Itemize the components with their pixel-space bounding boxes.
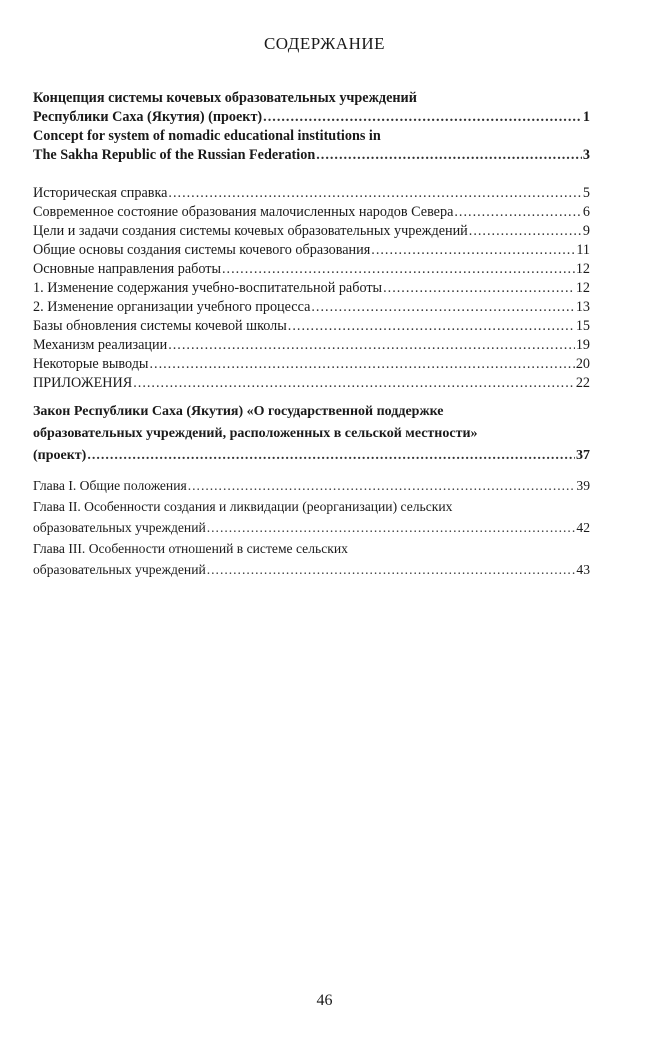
toc-entry [33,355,590,374]
toc-entry [33,279,590,298]
toc-entry [33,260,590,279]
dot-leader [168,184,581,203]
dot-leader [454,203,582,222]
page-title: СОДЕРЖАНИЕ [263,34,386,53]
toc-entry-page: 37 [576,448,590,463]
toc-entry [33,298,590,317]
toc-entry [33,336,590,355]
dot-leader [188,475,576,496]
toc-entry-title: The Sakha Republic of the Russian Federation [33,147,316,163]
dot-leader [316,146,582,165]
toc-entry [33,559,590,580]
toc-entry-title: Республики Саха (Якутия) (проект) [33,109,263,125]
toc-entry-title: Базы обновления системы кочевой школы [33,318,287,334]
toc-entry-page: 19 [575,337,590,353]
toc-entry-page: 13 [575,299,590,315]
dot-leader [207,517,576,538]
toc-entry [33,317,590,336]
dot-leader [207,559,576,580]
toc-entry-line: Закон Республики Саха (Якутия) «О государственной поддержке [33,404,444,419]
dot-leader [168,336,575,355]
toc-entry-title: Современное состояние образования малочисленных народов Севера [33,204,454,220]
dot-leader [311,298,574,317]
toc-entry-title: 2. Изменение организации учебного процесса [33,299,311,315]
toc-entry [33,203,590,222]
toc-entry-page: 42 [576,520,590,535]
toc-entry-page: 15 [575,318,590,334]
toc-entry-page: 22 [575,375,590,391]
toc-section-law-chapters [33,475,590,580]
dot-leader [222,260,575,279]
toc-entry-title: ПРИЛОЖЕНИЯ [33,375,133,391]
toc-entry-title: образовательных учреждений [33,562,206,577]
toc-entry-line: Концепция системы кочевых образовательных учреждений [33,90,417,106]
toc-entry-page: 9 [582,223,590,239]
toc-entry-line: образовательных учреждений, расположенных в сельской местности» [33,426,478,441]
toc-section-chapters [33,184,590,393]
toc-entry-page: 43 [576,562,590,577]
dot-leader [133,374,575,393]
dot-leader [87,445,575,467]
toc-entry-page: 12 [575,261,590,277]
toc-entry-title: Основные направления работы [33,261,221,277]
toc-entry [33,374,590,393]
dot-leader [383,279,575,298]
toc-entry [33,108,590,127]
toc-entry-title: (проект) [33,448,87,463]
toc-entry-title: Цели и задачи создания системы кочевых образовательных учреждений [33,223,468,239]
toc-entry-line: Concept for system of nomadic educational institutions in [33,128,381,144]
toc-section-law [33,401,590,467]
toc-entry-page: 20 [575,356,590,372]
toc-entry-page: 5 [582,185,590,201]
dot-leader [371,241,575,260]
toc-entry [33,222,590,241]
toc-entry-page: 6 [582,204,590,220]
toc-entry-title: Глава I. Общие положения [33,478,187,493]
toc-entry-page: 12 [575,280,590,296]
toc-entry-page: 11 [576,242,590,258]
toc-entry-title: образовательных учреждений [33,520,206,535]
dot-leader [469,222,582,241]
toc-entry-line: Глава III. Особенности отношений в системе сельских [33,541,348,556]
toc-entry [33,517,590,538]
toc-entry-title: Общие основы создания системы кочевого образования [33,242,371,258]
toc-entry [33,475,590,496]
toc-entry [33,184,590,203]
toc-entry [33,241,590,260]
toc-entry-title: Историческая справка [33,185,168,201]
toc-entry-page: 39 [576,478,590,493]
toc-entry [33,445,590,467]
toc-entry-title: Механизм реализации [33,337,168,353]
toc-entry-page: 1 [582,109,590,125]
dot-leader [263,108,582,127]
toc-entry-line: Глава II. Особенности создания и ликвидации (реорганизации) сельских [33,499,453,514]
toc-entry-title: 1. Изменение содержания учебно-воспитательной работы [33,280,383,296]
toc-entry-title: Некоторые выводы [33,356,149,372]
toc-section-concept [33,89,590,165]
dot-leader [288,317,575,336]
toc-entry-page: 3 [582,147,590,163]
dot-leader [149,355,574,374]
toc-entry [33,146,590,165]
page-number: 46 [316,992,333,1009]
